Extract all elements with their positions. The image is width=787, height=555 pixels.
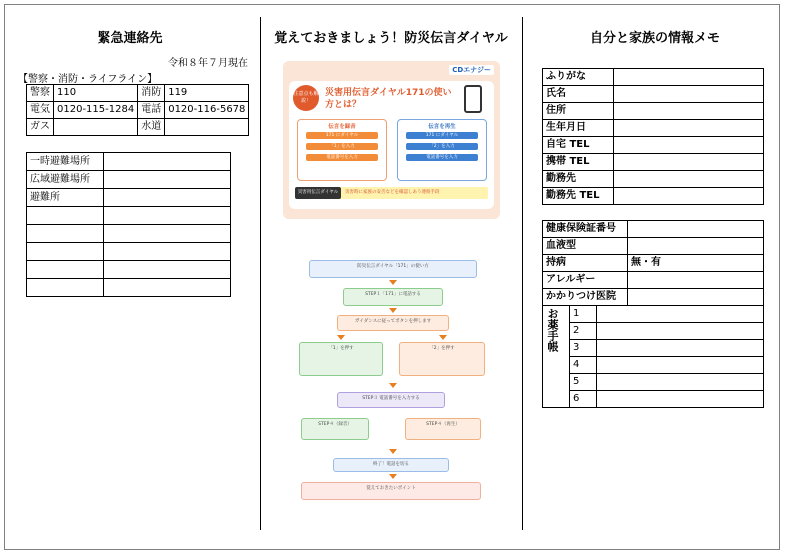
table-row	[543, 289, 764, 306]
evac-label: 避難所	[27, 189, 104, 207]
flow-guidance: ガイダンスに従ってボタンを押します	[337, 315, 449, 331]
section-label: 【警察・消防・ライフライン】	[18, 74, 158, 85]
table-row	[27, 102, 249, 119]
flow-step3: STEP３ 電話番号を入力する	[337, 392, 445, 408]
medicine-notebook-table	[542, 305, 764, 408]
lifeline-contacts-table	[26, 84, 249, 136]
evac-value	[104, 189, 231, 207]
info-value[interactable]	[614, 69, 764, 86]
evac-value	[104, 171, 231, 189]
dial-flowchart	[297, 258, 487, 508]
table-row	[543, 306, 764, 323]
flow-arrow	[389, 308, 397, 313]
poster-badge: 注意点も解説！	[293, 85, 319, 111]
personal-info-title: 自分と家族の情報メモ	[589, 31, 720, 46]
table-row	[543, 188, 764, 205]
contact-label: 警察	[27, 85, 54, 102]
info-label: ふりがな	[543, 69, 614, 86]
medicine-row-number: 3	[570, 340, 597, 357]
info-value[interactable]	[614, 154, 764, 171]
evac-value	[104, 153, 231, 171]
health-value[interactable]	[628, 238, 764, 255]
evac-label	[27, 207, 104, 225]
column-divider-right	[522, 17, 523, 530]
flow-arrow	[389, 474, 397, 479]
record-step: 171 にダイヤル	[306, 132, 378, 139]
medicine-row-number: 2	[570, 323, 597, 340]
health-value[interactable]	[628, 272, 764, 289]
poster-footer-text: 災害時に家族の安否などを確認しあう連絡手段	[345, 190, 440, 195]
flow-arrow	[337, 335, 345, 340]
info-label: 生年月日	[543, 120, 614, 137]
flow-intro: 防災伝言ダイヤル「171」の使い方	[309, 260, 477, 278]
table-row	[543, 340, 764, 357]
evac-label	[27, 261, 104, 279]
medicine-notebook-label: お薬手帳	[546, 308, 559, 352]
table-row	[543, 171, 764, 188]
table-row	[543, 357, 764, 374]
medicine-entry[interactable]	[597, 374, 764, 391]
evac-label	[27, 243, 104, 261]
flow-press-2: 「2」を押す	[399, 342, 485, 376]
table-row	[27, 171, 231, 189]
health-label: アレルギー	[543, 272, 628, 289]
dial-171-poster	[283, 61, 500, 219]
table-row	[543, 120, 764, 137]
info-value[interactable]	[614, 103, 764, 120]
table-row	[27, 207, 231, 225]
evac-value	[104, 207, 231, 225]
health-value[interactable]	[628, 221, 764, 238]
play-step: 171 にダイヤル	[406, 132, 478, 139]
as-of-date: 令和８年７月現在	[168, 58, 248, 69]
medicine-entry[interactable]	[597, 323, 764, 340]
table-row	[27, 225, 231, 243]
health-value[interactable]: 無・有	[628, 255, 764, 272]
play-step: 電話番号を入力	[406, 154, 478, 161]
record-step: 「1」を入力	[306, 143, 378, 150]
flow-play: STEP４（再生）	[405, 418, 481, 440]
health-table	[542, 220, 764, 306]
poster-footer	[295, 187, 488, 199]
contact-label: 消防	[138, 85, 165, 102]
contact-label: 電話	[138, 102, 165, 119]
table-row	[27, 119, 249, 136]
contact-number: 0120-116-5678	[165, 102, 249, 119]
medicine-row-number: 4	[570, 357, 597, 374]
info-label: 携帯 TEL	[543, 154, 614, 171]
play-label: 伝言を再生	[428, 124, 456, 130]
poster-footer-tag: 災害用伝言ダイヤル	[295, 187, 341, 199]
evac-value	[104, 261, 231, 279]
health-label: 血液型	[543, 238, 628, 255]
info-label: 住所	[543, 103, 614, 120]
table-row	[27, 279, 231, 297]
contact-number: 110	[54, 85, 138, 102]
medicine-row-number: 5	[570, 374, 597, 391]
health-label: 健康保険証番号	[543, 221, 628, 238]
evacuation-table	[26, 152, 231, 297]
play-step: 「2」を入力	[406, 143, 478, 150]
table-row	[543, 69, 764, 86]
contact-number: 119	[165, 85, 249, 102]
table-row	[543, 374, 764, 391]
flow-arrow	[389, 280, 397, 285]
contact-label: 電気	[27, 102, 54, 119]
medicine-entry[interactable]	[597, 357, 764, 374]
record-label: 伝言を録音	[328, 124, 356, 130]
record-step: 電話番号を入力	[306, 154, 378, 161]
record-panel	[297, 119, 387, 181]
table-row	[543, 391, 764, 408]
evac-value	[104, 279, 231, 297]
evac-value	[104, 225, 231, 243]
personal-info-table	[542, 68, 764, 205]
flow-arrow	[389, 449, 397, 454]
table-row	[543, 323, 764, 340]
health-label: かかりつけ医院	[543, 289, 628, 306]
flow-arrow	[389, 383, 397, 388]
contact-number	[165, 119, 249, 136]
contact-label: ガス	[27, 119, 54, 136]
medicine-label-cell	[543, 306, 570, 408]
table-row	[543, 238, 764, 255]
dial-guide-title: 覚えておきましょう！防災伝言ダイヤル	[274, 31, 508, 46]
flow-record: STEP４（録音）	[301, 418, 369, 440]
column-divider-left	[260, 17, 261, 530]
contact-number: 0120-115-1284	[54, 102, 138, 119]
evac-label: 一時避難場所	[27, 153, 104, 171]
info-value[interactable]	[614, 171, 764, 188]
evac-label	[27, 279, 104, 297]
contact-number	[54, 119, 138, 136]
info-value[interactable]	[614, 188, 764, 205]
medicine-entry[interactable]	[597, 340, 764, 357]
evac-label: 広域避難場所	[27, 171, 104, 189]
phone-icon	[464, 85, 482, 113]
poster-panel	[289, 81, 494, 209]
health-value[interactable]	[628, 289, 764, 306]
table-row	[27, 189, 231, 207]
table-row	[543, 86, 764, 103]
play-panel	[397, 119, 487, 181]
medicine-row-number: 6	[570, 391, 597, 408]
flow-point: 覚えておきたいポイント	[301, 482, 481, 500]
flow-arrow	[439, 335, 447, 340]
info-value[interactable]	[614, 86, 764, 103]
info-label: 自宅 TEL	[543, 137, 614, 154]
evac-value	[104, 243, 231, 261]
medicine-row-number: 1	[570, 306, 597, 323]
info-value[interactable]	[614, 137, 764, 154]
health-label: 持病	[543, 255, 628, 272]
poster-heading: 災害用伝言ダイヤル171の使い方とは？	[325, 88, 452, 110]
table-row	[543, 154, 764, 171]
medicine-entry[interactable]	[597, 391, 764, 408]
flow-end: 終了！電話を切る	[333, 458, 449, 472]
flow-step1: STEP１「171」に電話する	[343, 288, 443, 306]
table-row	[543, 272, 764, 289]
table-row	[543, 137, 764, 154]
table-row	[27, 261, 231, 279]
table-row	[27, 243, 231, 261]
poster-logo: CDエナジー	[449, 65, 494, 75]
info-value[interactable]	[614, 120, 764, 137]
table-row	[27, 85, 249, 102]
info-label: 氏名	[543, 86, 614, 103]
evac-label	[27, 225, 104, 243]
contact-label: 水道	[138, 119, 165, 136]
medicine-entry[interactable]	[597, 306, 764, 323]
table-row	[543, 255, 764, 272]
table-row	[27, 153, 231, 171]
emergency-contacts-title: 緊急連絡先	[97, 31, 163, 46]
flow-press-1: 「1」を押す	[299, 342, 383, 376]
info-label: 勤務先	[543, 171, 614, 188]
info-label: 勤務先 TEL	[543, 188, 614, 205]
table-row	[543, 103, 764, 120]
table-row	[543, 221, 764, 238]
